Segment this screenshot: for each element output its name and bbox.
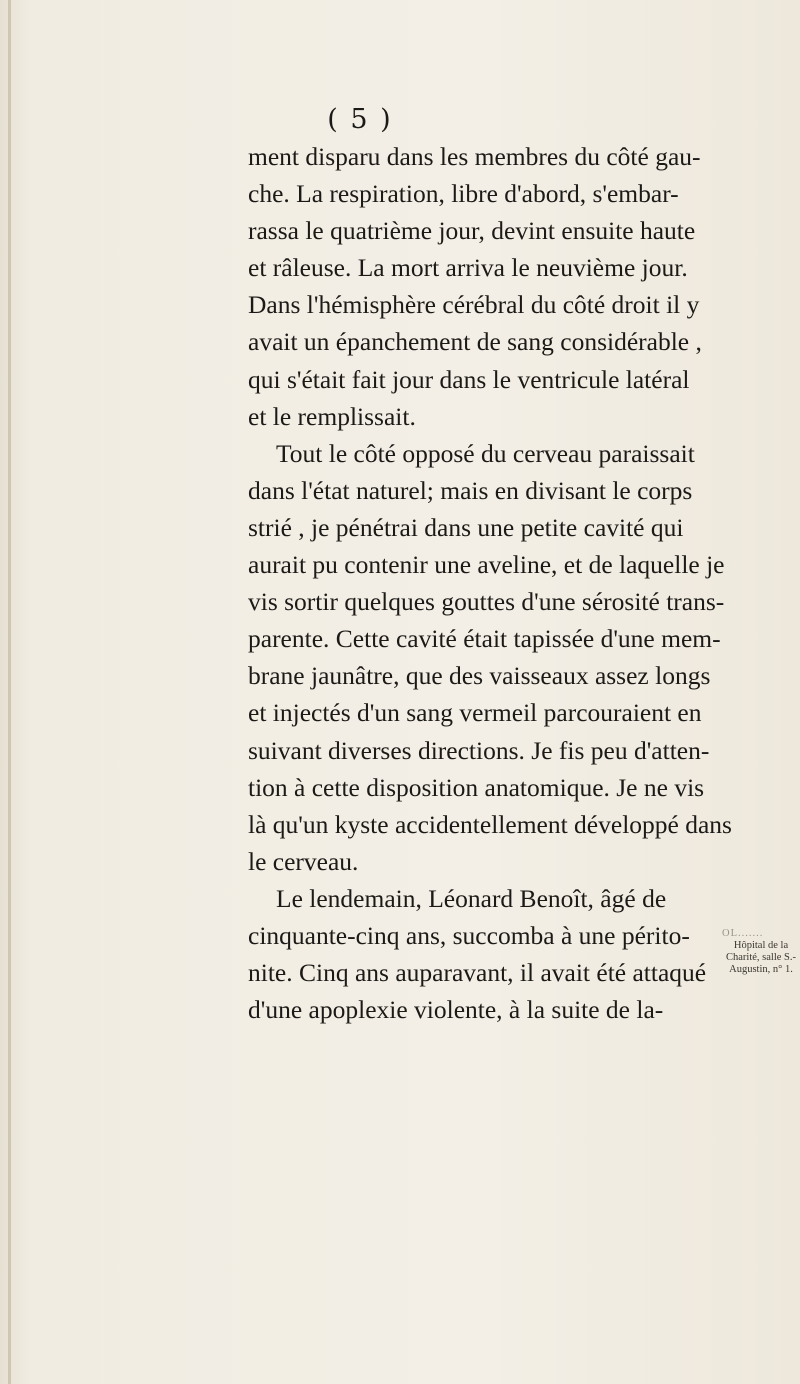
text-line: d'une apoplexie violente, à la suite de la- xyxy=(248,995,664,1025)
body-text xyxy=(248,138,732,1028)
text-line: là qu'un kyste accidentellement développé dans xyxy=(248,809,732,839)
text-line: nite. Cinq ans auparavant, il avait été attaqué xyxy=(248,958,707,988)
margin-note-line: Augustin, n° 1. xyxy=(729,964,793,975)
text-line: Le lendemain, Léonard Benoît, âgé de xyxy=(276,883,667,913)
text-line: le cerveau. xyxy=(248,846,359,876)
text-line: cinquante-cinq ans, succomba à une périto- xyxy=(248,920,690,950)
text-line: strié , je pénétrai dans une petite cavité qui xyxy=(248,512,684,542)
margin-note-line: OL....... xyxy=(722,928,764,939)
page-number: ( 5 ) xyxy=(327,104,393,135)
text-line: et injectés d'un sang vermeil parcouraient en xyxy=(248,698,702,728)
text-line: che. La respiration, libre d'abord, s'embar- xyxy=(248,179,679,209)
text-line: brane jaunâtre, que des vaisseaux assez longs xyxy=(248,661,711,691)
text-line: et râleuse. La mort arriva le neuvième jour. xyxy=(248,253,688,283)
text-line: tion à cette disposition anatomique. Je ne vis xyxy=(248,772,705,802)
margin-note-line: Hôpital de la xyxy=(733,940,789,951)
text-line: vis sortir quelques gouttes d'une sérosité trans- xyxy=(248,587,725,617)
text-line: rassa le quatrième jour, devint ensuite haute xyxy=(248,216,696,246)
text-line: aurait pu contenir une aveline, et de laquelle je xyxy=(248,550,725,580)
text-line: Tout le côté opposé du cerveau paraissait xyxy=(276,438,695,468)
text-line: avait un épanchement de sang considérable , xyxy=(248,327,702,357)
margin-note-line: Charité, salle S.- xyxy=(726,952,796,963)
margin-note xyxy=(722,928,800,976)
page-spine-edge xyxy=(8,0,11,1384)
text-line: suivant diverses directions. Je fis peu d'atten- xyxy=(248,735,710,765)
text-line: parente. Cette cavité était tapissée d'une mem- xyxy=(248,624,721,654)
text-line: et le remplissait. xyxy=(248,401,416,431)
text-line: Dans l'hémisphère cérébral du côté droit il y xyxy=(248,290,700,320)
text-line: ment disparu dans les membres du côté gau- xyxy=(248,142,701,171)
text-line: qui s'était fait jour dans le ventricule latéral xyxy=(248,364,690,394)
text-line: dans l'état naturel; mais en divisant le corps xyxy=(248,475,693,505)
